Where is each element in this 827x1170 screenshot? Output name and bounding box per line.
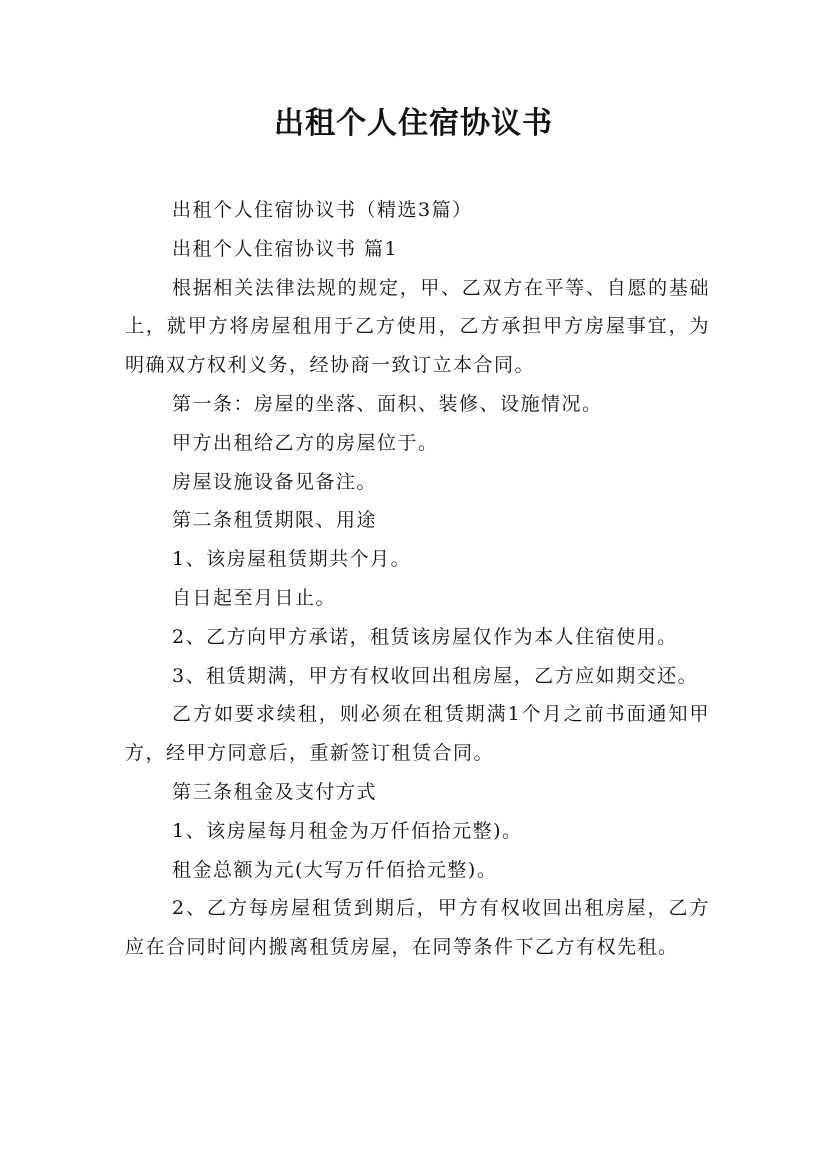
paragraph-section-heading: 出租个人住宿协议书 篇1 bbox=[172, 237, 399, 260]
paragraph-article-3: 第三条租金及支付方式 bbox=[172, 780, 378, 803]
paragraph-term: 1、该房屋租赁期共个月。 bbox=[172, 548, 412, 571]
paragraph-monthly-rent: 1、该房屋每月租金为万仟佰拾元整)。 bbox=[172, 819, 523, 842]
paragraph-renewal: 乙方如要求续租，则必须在租赁期满1个月之前书面通知甲方，经甲方同意后，重新签订租赁合同。 bbox=[125, 703, 710, 765]
paragraph-subtitle: 出租个人住宿协议书（精选3篇） bbox=[172, 199, 473, 221]
paragraph-total-rent: 租金总额为元(大写万仟佰拾元整)。 bbox=[172, 858, 498, 881]
paragraph-facilities: 房屋设施设备见备注。 bbox=[172, 470, 378, 493]
document-title: 出租个人住宿协议书 bbox=[274, 106, 553, 141]
paragraph-usage: 2、乙方向甲方承诺，租赁该房屋仅作为本人住宿使用。 bbox=[172, 625, 678, 648]
paragraph-preamble: 根据相关法律法规的规定，甲、乙双方在平等、自愿的基础上，就甲方将房屋租用于乙方使用，乙方承担甲方房屋事宜，为明确双方权利义务，经协商一致订立本合同。 bbox=[125, 276, 710, 377]
paragraph-priority-lease: 2、乙方每房屋租赁到期后，甲方有权收回出租房屋，乙方应在合同时间内搬离租赁房屋，在同等条件下乙方有权先租。 bbox=[125, 897, 710, 959]
paragraph-article-2: 第二条租赁期限、用途 bbox=[172, 509, 378, 532]
paragraph-article-1: 第一条：房屋的坐落、面积、装修、设施情况。 bbox=[172, 392, 603, 415]
paragraph-expiry: 3、租赁期满，甲方有权收回出租房屋，乙方应如期交还。 bbox=[172, 664, 699, 687]
document-body bbox=[125, 191, 710, 967]
paragraph-location: 甲方出租给乙方的房屋位于。 bbox=[172, 431, 439, 454]
paragraph-dates: 自日起至月日止。 bbox=[172, 586, 337, 609]
